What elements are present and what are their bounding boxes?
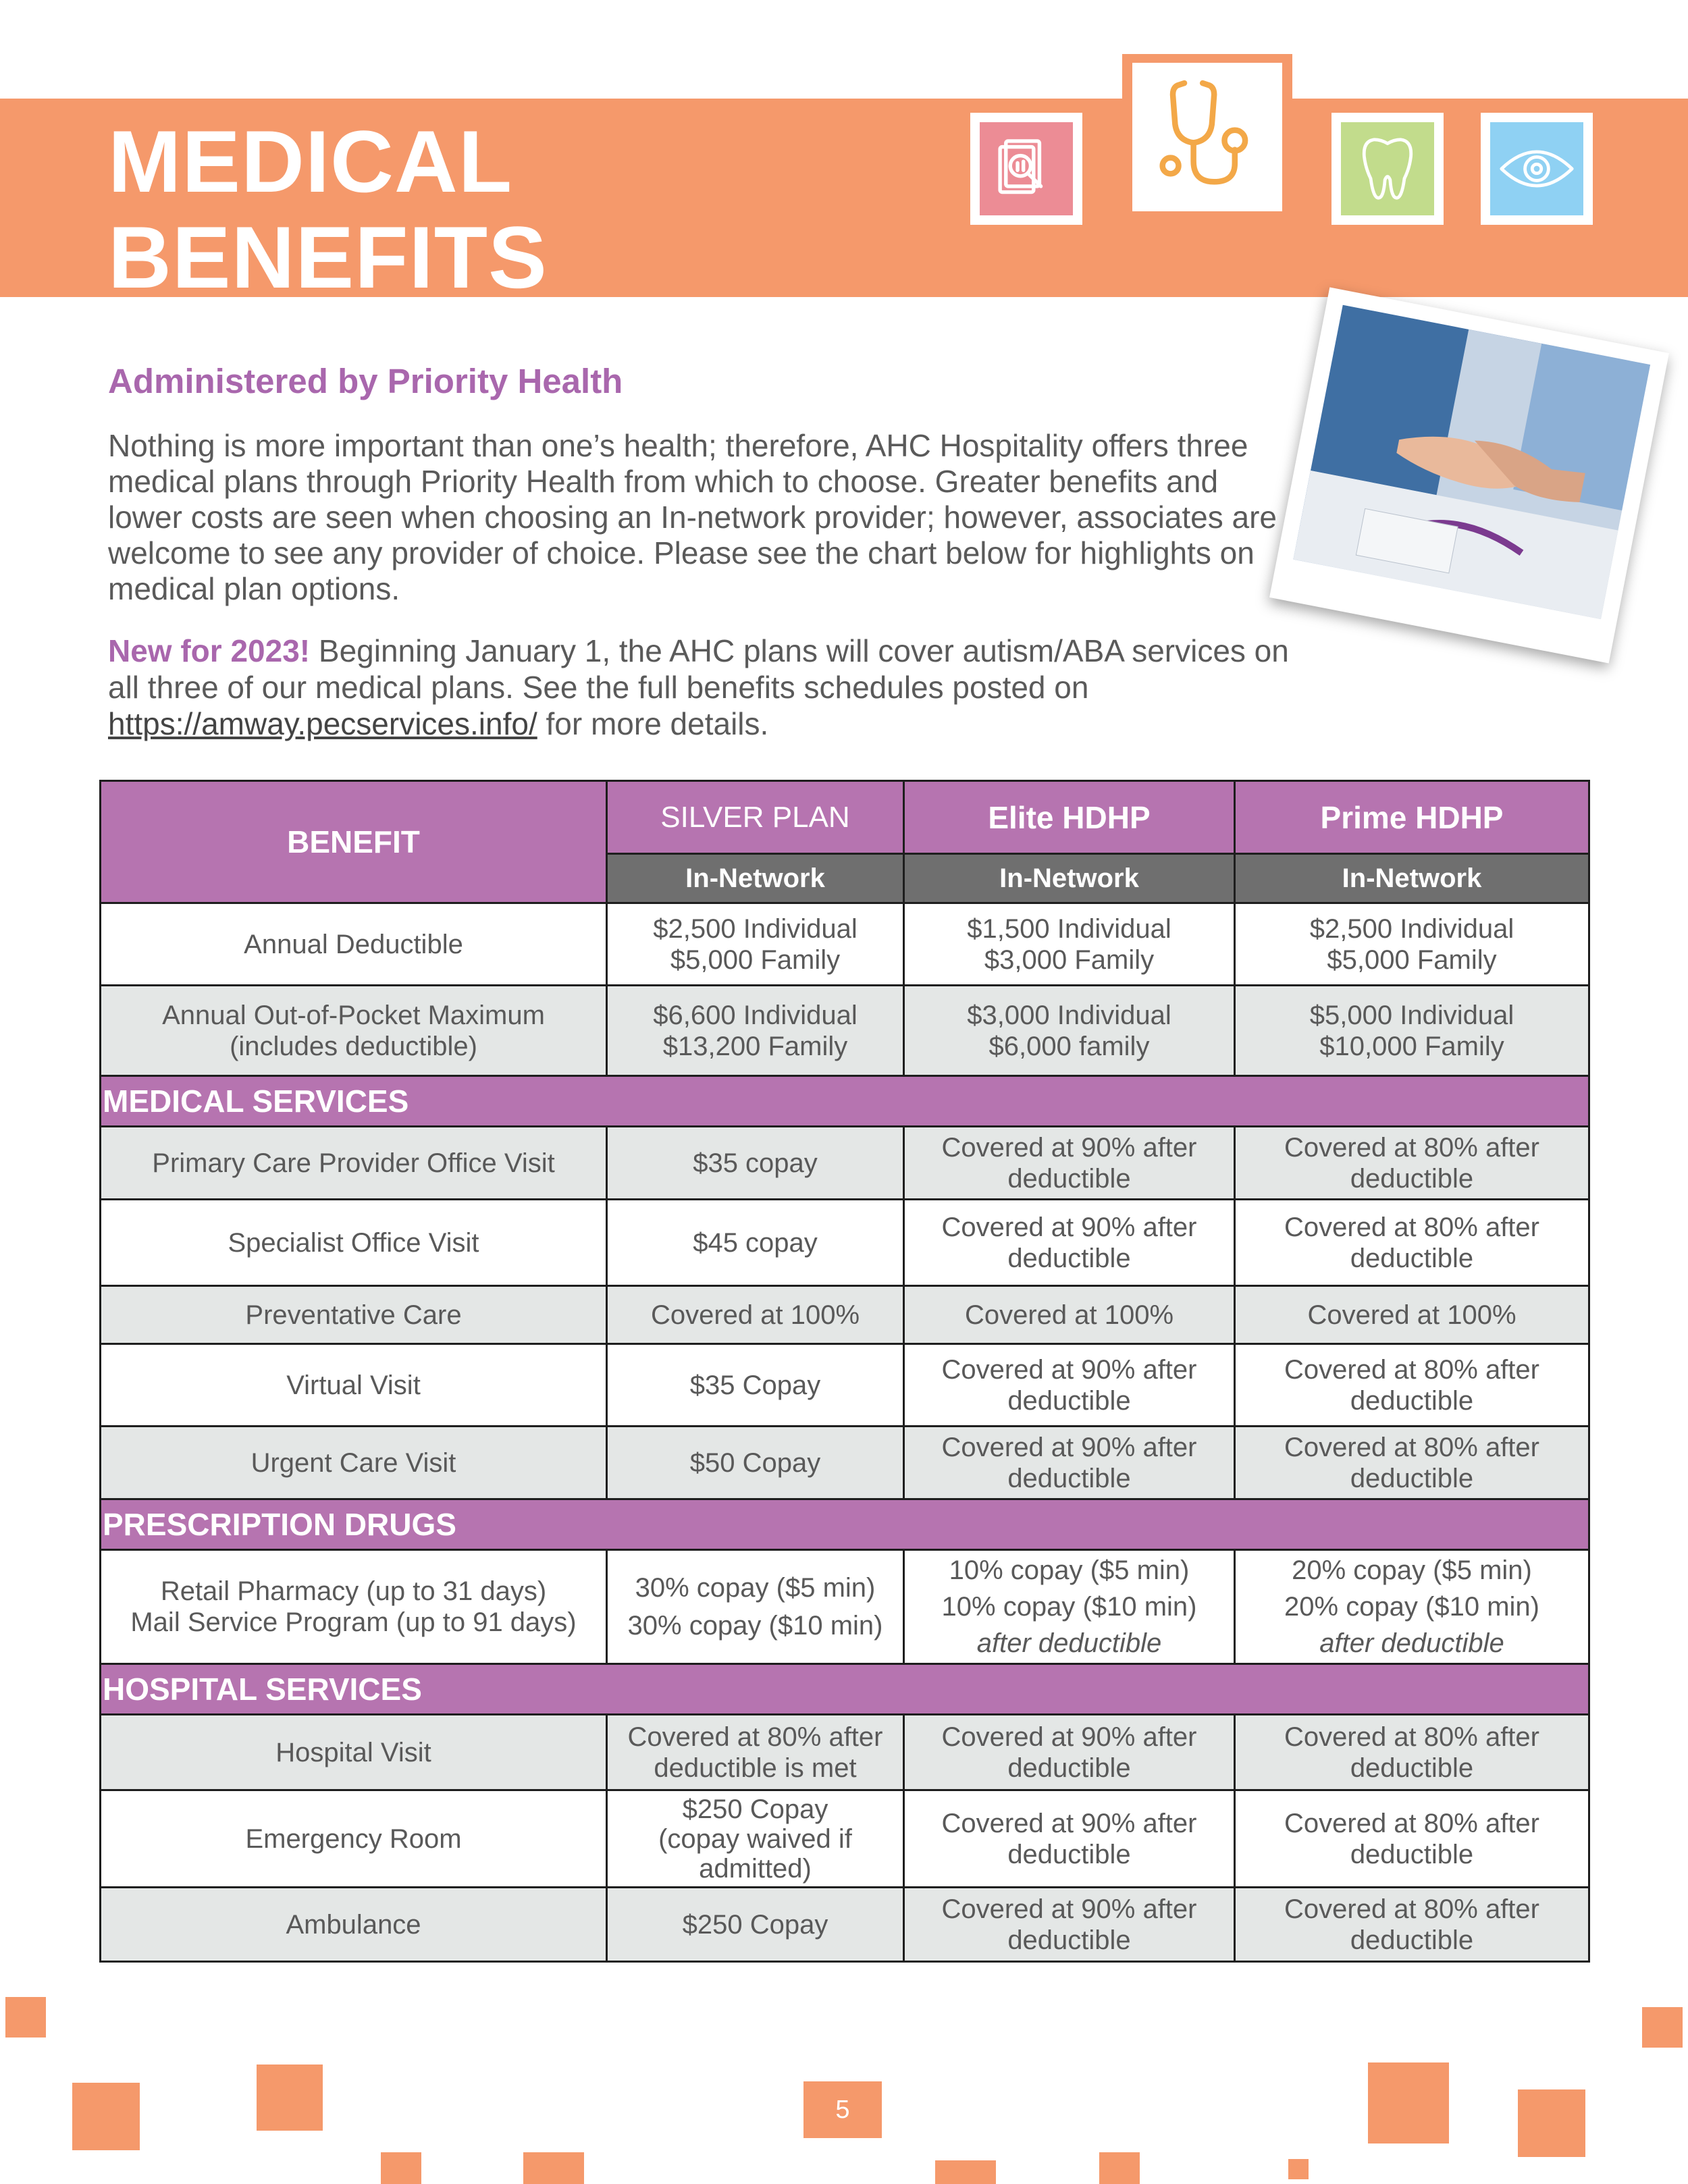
in-network-label: In-Network bbox=[904, 854, 1235, 903]
value-line: 30% copay ($5 min) bbox=[635, 1573, 876, 1603]
value-line: Covered at 80% after bbox=[1284, 1354, 1539, 1385]
value-line: Covered at 80% after bbox=[1284, 1432, 1539, 1462]
value-line: $5,000 Family bbox=[1327, 944, 1497, 975]
prime-value: Covered at 100% bbox=[1235, 1286, 1589, 1344]
value-line: 20% copay ($10 min) bbox=[1284, 1592, 1539, 1622]
value-line: deductible bbox=[1350, 1243, 1474, 1273]
title-line-1: MEDICAL bbox=[108, 112, 513, 211]
value-line: deductible is met bbox=[654, 1753, 857, 1783]
prime-hdhp-header: Prime HDHP bbox=[1235, 781, 1589, 854]
elite-value bbox=[904, 1127, 1235, 1200]
tooth-tile bbox=[1331, 113, 1444, 225]
elite-value: Covered at 100% bbox=[904, 1286, 1235, 1344]
value-line: deductible bbox=[1007, 1925, 1131, 1955]
prime-value bbox=[1235, 1550, 1589, 1664]
table-row bbox=[101, 1550, 1589, 1664]
value-line: 30% copay ($10 min) bbox=[627, 1611, 883, 1641]
value-line: (copay waived if bbox=[658, 1823, 852, 1854]
value-line: deductible bbox=[1350, 1753, 1474, 1783]
table-row bbox=[101, 1790, 1589, 1888]
value-line: deductible bbox=[1007, 1385, 1131, 1416]
title-line-2: BENEFITS bbox=[108, 208, 548, 307]
value-line: Covered at 80% after bbox=[1284, 1132, 1539, 1163]
in-network-label: In-Network bbox=[1235, 854, 1589, 903]
decorative-square bbox=[1518, 2089, 1585, 2157]
value-line: Covered at 90% after bbox=[941, 1212, 1197, 1242]
elite-value bbox=[904, 1344, 1235, 1427]
decorative-square bbox=[1288, 2159, 1309, 2179]
value-line: $3,000 Family bbox=[984, 944, 1155, 975]
in-network-label: In-Network bbox=[607, 854, 904, 903]
silver-value bbox=[607, 903, 904, 986]
elite-value bbox=[904, 1790, 1235, 1888]
eye-icon bbox=[1498, 142, 1576, 196]
value-line: $13,200 Family bbox=[662, 1031, 848, 1061]
value-line: $10,000 Family bbox=[1319, 1031, 1504, 1061]
subheading: Administered by Priority Health bbox=[108, 362, 623, 400]
pec-services-link[interactable]: https://amway.pecservices.info/ bbox=[108, 706, 537, 741]
value-line: deductible bbox=[1350, 1463, 1474, 1493]
value-line: Covered at 90% after bbox=[941, 1808, 1197, 1838]
benefit-name: Specialist Office Visit bbox=[101, 1200, 607, 1286]
decorative-square bbox=[1099, 2152, 1140, 2184]
silver-value: $50 Copay bbox=[607, 1427, 904, 1499]
value-line: admitted) bbox=[699, 1853, 812, 1884]
new-text-end: for more details. bbox=[537, 706, 769, 741]
benefit-column-header: BENEFIT bbox=[101, 781, 607, 903]
prime-value bbox=[1235, 903, 1589, 986]
elite-hdhp-header: Elite HDHP bbox=[904, 781, 1235, 854]
prime-value bbox=[1235, 1715, 1589, 1790]
silver-value bbox=[607, 986, 904, 1076]
table-row bbox=[101, 1200, 1589, 1286]
silver-plan-header: SILVER PLAN bbox=[607, 781, 904, 854]
table-row bbox=[101, 1127, 1589, 1200]
decorative-square bbox=[257, 2065, 323, 2131]
value-line: $5,000 Family bbox=[670, 944, 841, 975]
elite-value bbox=[904, 1888, 1235, 1962]
value-line: Covered at 80% after bbox=[627, 1722, 883, 1752]
elite-value bbox=[904, 903, 1235, 986]
section-header-row bbox=[101, 1499, 1589, 1550]
prime-value bbox=[1235, 1790, 1589, 1888]
benefit-name bbox=[101, 986, 607, 1076]
page-title bbox=[108, 113, 548, 305]
benefit-name: Virtual Visit bbox=[101, 1344, 607, 1427]
benefit-name bbox=[101, 1550, 607, 1664]
value-line: deductible bbox=[1350, 1925, 1474, 1955]
silver-value: $250 Copay bbox=[607, 1888, 904, 1962]
decorative-square bbox=[1642, 2007, 1683, 2048]
value-line: deductible bbox=[1350, 1839, 1474, 1869]
table-row bbox=[101, 1286, 1589, 1344]
silver-value bbox=[607, 1790, 904, 1888]
decorative-square bbox=[935, 2160, 996, 2184]
silver-value: $45 copay bbox=[607, 1200, 904, 1286]
value-line: $3,000 Individual bbox=[967, 1000, 1171, 1030]
photo-image bbox=[1293, 305, 1650, 619]
value-line: after deductible bbox=[1319, 1628, 1504, 1658]
page-number: 5 bbox=[803, 2081, 882, 2138]
silver-value: Covered at 100% bbox=[607, 1286, 904, 1344]
benefit-line: Mail Service Program (up to 91 days) bbox=[130, 1607, 577, 1637]
value-line: deductible bbox=[1007, 1753, 1131, 1783]
value-line: deductible bbox=[1007, 1463, 1131, 1493]
elite-value bbox=[904, 986, 1235, 1076]
value-line: after deductible bbox=[976, 1628, 1162, 1658]
elite-value bbox=[904, 1550, 1235, 1664]
value-line: Covered at 80% after bbox=[1284, 1722, 1539, 1752]
prime-value bbox=[1235, 1344, 1589, 1427]
eye-tile bbox=[1481, 113, 1593, 225]
new-label: New for 2023! bbox=[108, 633, 311, 668]
section-header-row bbox=[101, 1076, 1589, 1127]
value-line: $5,000 Individual bbox=[1309, 1000, 1514, 1030]
silver-value bbox=[607, 1715, 904, 1790]
document-tile bbox=[970, 113, 1082, 225]
table-row bbox=[101, 1344, 1589, 1427]
benefit-name: Hospital Visit bbox=[101, 1715, 607, 1790]
decorative-square bbox=[523, 2152, 584, 2184]
decorative-square bbox=[381, 2152, 421, 2184]
benefit-name: Preventative Care bbox=[101, 1286, 607, 1344]
prime-value bbox=[1235, 1127, 1589, 1200]
prime-value bbox=[1235, 1888, 1589, 1962]
value-line: 10% copay ($5 min) bbox=[949, 1555, 1190, 1585]
value-line: Covered at 90% after bbox=[941, 1722, 1197, 1752]
new-for-2023-paragraph bbox=[108, 633, 1296, 742]
value-line: 20% copay ($5 min) bbox=[1292, 1555, 1532, 1585]
table-row bbox=[101, 1888, 1589, 1962]
prime-value bbox=[1235, 1200, 1589, 1286]
stethoscope-icon bbox=[1150, 73, 1265, 201]
value-line: $1,500 Individual bbox=[967, 913, 1171, 944]
tooth-icon bbox=[1355, 132, 1420, 206]
value-line: deductible bbox=[1350, 1385, 1474, 1416]
silver-value bbox=[607, 1550, 904, 1664]
value-line: $2,500 Individual bbox=[653, 913, 858, 944]
decorative-square bbox=[72, 2083, 140, 2150]
table-row bbox=[101, 986, 1589, 1076]
value-line: Covered at 90% after bbox=[941, 1432, 1197, 1462]
stethoscope-tile bbox=[1122, 54, 1292, 220]
value-line: Covered at 80% after bbox=[1284, 1808, 1539, 1838]
benefit-name: Emergency Room bbox=[101, 1790, 607, 1888]
elite-value bbox=[904, 1200, 1235, 1286]
medical-services-heading: MEDICAL SERVICES bbox=[101, 1076, 1589, 1127]
table-row bbox=[101, 1427, 1589, 1499]
value-line: 10% copay ($10 min) bbox=[941, 1592, 1197, 1622]
decorative-square bbox=[5, 1997, 46, 2037]
prescription-drugs-heading: PRESCRIPTION DRUGS bbox=[101, 1499, 1589, 1550]
hospital-services-heading: HOSPITAL SERVICES bbox=[101, 1664, 1589, 1715]
silver-value: $35 copay bbox=[607, 1127, 904, 1200]
value-line: Covered at 90% after bbox=[941, 1354, 1197, 1385]
prime-value bbox=[1235, 986, 1589, 1076]
benefit-line: (includes deductible) bbox=[230, 1031, 477, 1061]
value-line: $250 Copay bbox=[682, 1794, 828, 1824]
decorative-square bbox=[1368, 2062, 1449, 2143]
prime-value bbox=[1235, 1427, 1589, 1499]
elite-value bbox=[904, 1715, 1235, 1790]
benefit-line: Retail Pharmacy (up to 31 days) bbox=[160, 1576, 547, 1606]
benefit-name: Annual Deductible bbox=[101, 903, 607, 986]
handshake-photo bbox=[1269, 287, 1669, 663]
table-row bbox=[101, 903, 1589, 986]
value-line: deductible bbox=[1007, 1839, 1131, 1869]
value-line: deductible bbox=[1007, 1243, 1131, 1273]
value-line: $6,000 family bbox=[988, 1031, 1150, 1061]
benefit-line: Annual Out-of-Pocket Maximum bbox=[162, 1000, 545, 1030]
value-line: Covered at 80% after bbox=[1284, 1212, 1539, 1242]
silver-value: $35 Copay bbox=[607, 1344, 904, 1427]
intro-paragraph: Nothing is more important than one’s health; therefore, AHC Hospitality offers three medical plans through Priority Health from which to choose. Greater benefits and lower costs are seen when choosing an In-network provider; however, associates are welcome to see any provider of choice. Please see the chart below for highlights on medical plan options. bbox=[108, 428, 1277, 606]
benefit-name: Urgent Care Visit bbox=[101, 1427, 607, 1499]
benefit-name: Primary Care Provider Office Visit bbox=[101, 1127, 607, 1200]
benefits-table bbox=[99, 780, 1590, 1963]
value-line: $6,600 Individual bbox=[653, 1000, 858, 1030]
value-line: $2,500 Individual bbox=[1309, 913, 1514, 944]
value-line: Covered at 80% after bbox=[1284, 1894, 1539, 1924]
document-search-icon bbox=[990, 132, 1063, 205]
value-line: Covered at 90% after bbox=[941, 1132, 1197, 1163]
section-header-row bbox=[101, 1664, 1589, 1715]
value-line: deductible bbox=[1007, 1163, 1131, 1194]
benefit-name: Ambulance bbox=[101, 1888, 607, 1962]
value-line: Covered at 90% after bbox=[941, 1894, 1197, 1924]
table-row bbox=[101, 1715, 1589, 1790]
new-text: Beginning January 1, the AHC plans will cover autism/ABA services on all three of our medical plans. See the full benefits schedules posted on bbox=[108, 633, 1289, 705]
value-line: deductible bbox=[1350, 1163, 1474, 1194]
elite-value bbox=[904, 1427, 1235, 1499]
